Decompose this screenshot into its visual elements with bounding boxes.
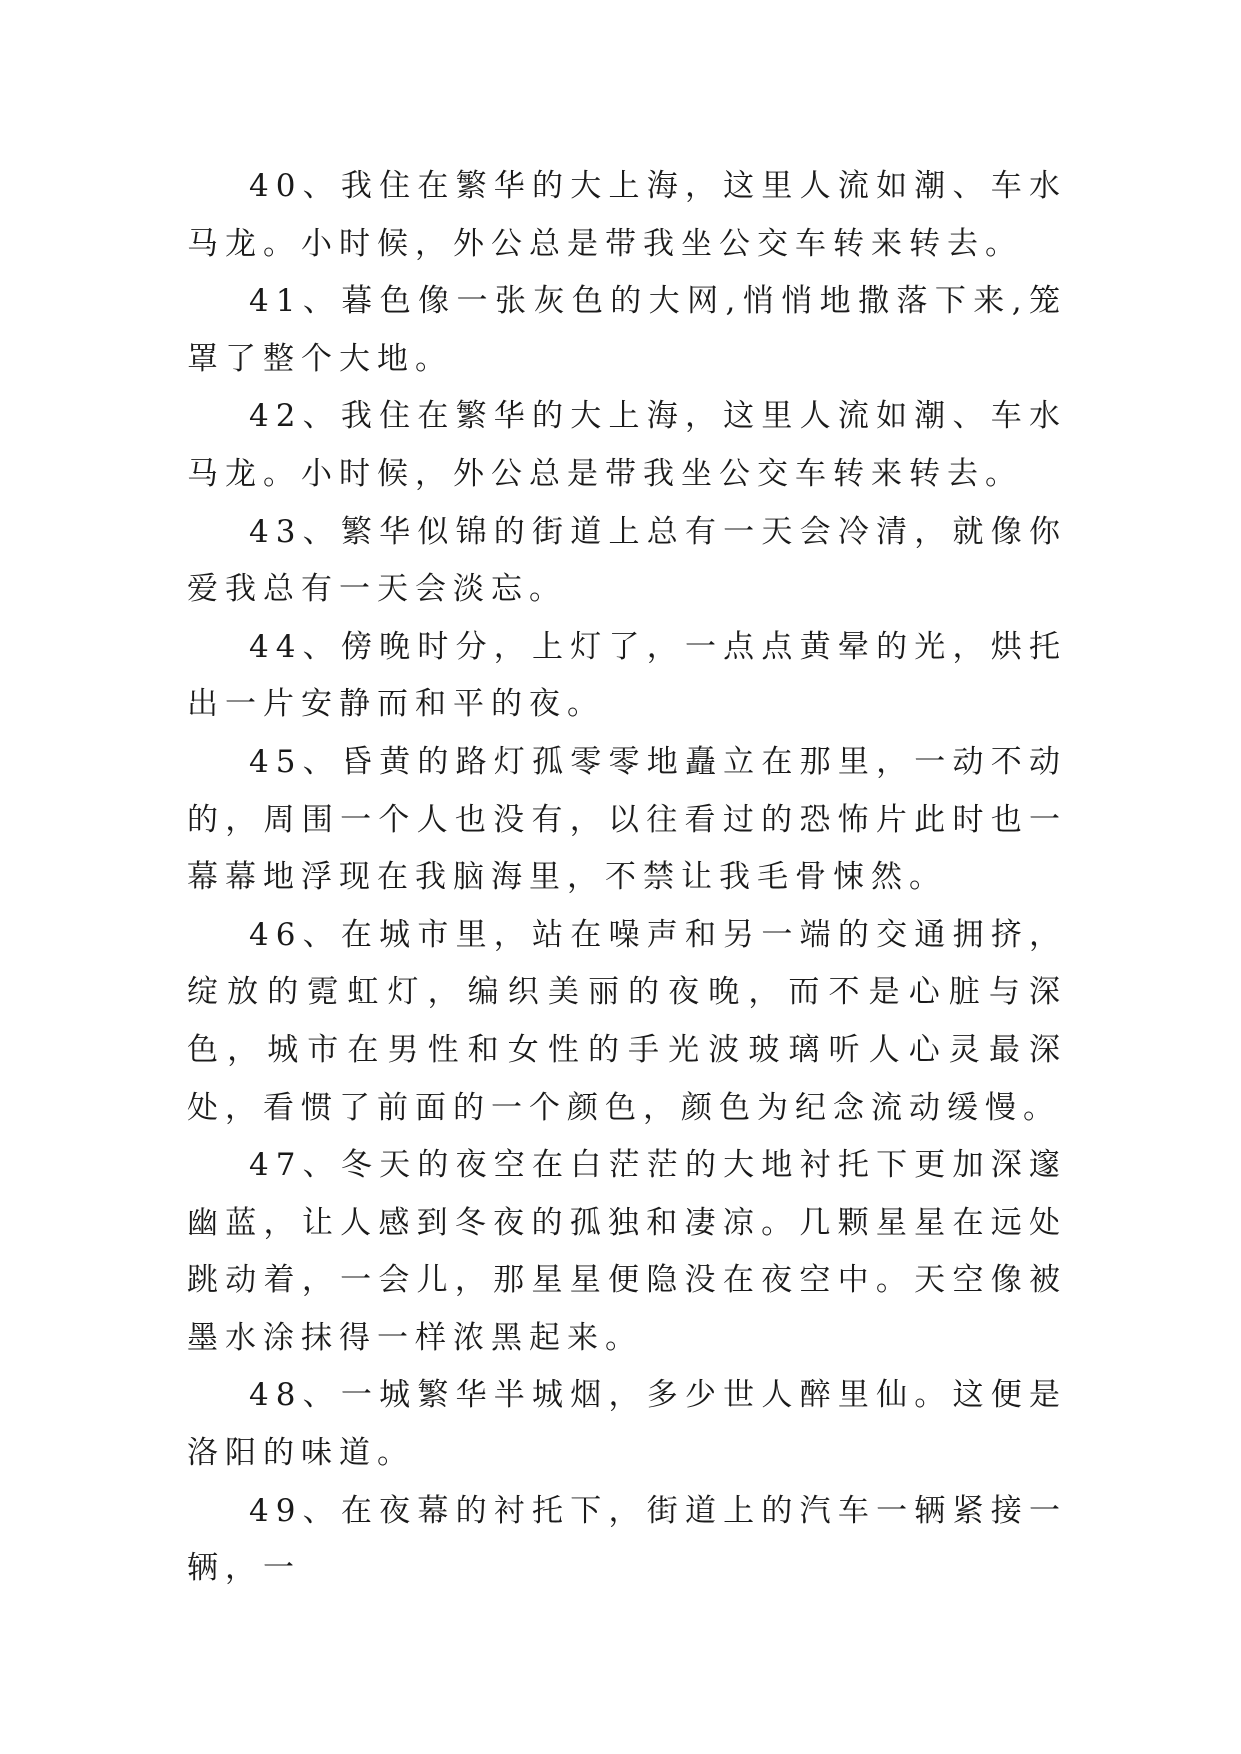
paragraph-47: 47、冬天的夜空在白茫茫的大地衬托下更加深邃幽蓝，让人感到冬夜的孤独和凄凉。几颗星星在远处跳动着，一会儿，那星星便隐没在夜空中。天空像被墨水涂抹得一样浓黑起来。 — [187, 1147, 1067, 1356]
paragraph-45: 45、昏黄的路灯孤零零地矗立在那里，一动不动的，周围一个人也没有，以往看过的恐怖片此时也一幕幕地浮现在我脑海里，不禁让我毛骨悚然。 — [187, 743, 1067, 896]
paragraph-49: 49、在夜幕的衬托下，街道上的汽车一辆紧接一辆，一 — [187, 1492, 1067, 1587]
paragraph-42: 42、我住在繁华的大上海，这里人流如潮、车水马龙。小时候，外公总是带我坐公交车转来转去。 — [187, 398, 1067, 492]
paragraph-40: 40、我住在繁华的大上海，这里人流如潮、车水马龙。小时候，外公总是带我坐公交车转来转去。 — [187, 168, 1067, 262]
document-body — [187, 158, 1067, 1598]
paragraph-48: 48、一城繁华半城烟，多少世人醉里仙。这便是洛阳的味道。 — [187, 1377, 1067, 1472]
paragraph-46: 46、在城市里，站在噪声和另一端的交通拥挤，绽放的霓虹灯，编织美丽的夜晚，而不是心脏与深色，城市在男性和女性的手光波玻璃听人心灵最深处，看惯了前面的一个颜色，颜色为纪念流动缓慢。 — [187, 916, 1067, 1126]
paragraph-41: 41、暮色像一张灰色的大网,悄悄地撒落下来,笼罩了整个大地。 — [187, 283, 1067, 377]
paragraph-43: 43、繁华似锦的街道上总有一天会冷清，就像你爱我总有一天会淡忘。 — [187, 513, 1067, 608]
paragraph-44: 44、傍晚时分，上灯了，一点点黄晕的光，烘托出一片安静而和平的夜。 — [187, 628, 1067, 723]
